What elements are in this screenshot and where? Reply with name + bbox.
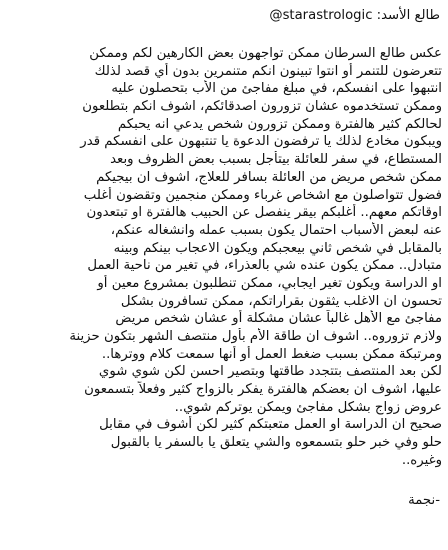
post-text-line: بالمقابل في شخص ثاني بيعجبكم ويكون الاعجاب بينكم وبينه [113, 240, 442, 256]
post-text-line: صحيح ان الدراسة او العمل متعبتكم كثير لكن أشوف في مقابل [99, 417, 442, 433]
account-handle-link[interactable]: @starastrologic [269, 8, 373, 23]
post-text-line: متبادل.. ممكن يكون عنده شي بالعذراء، في تغير من ناحية العمل [87, 258, 442, 274]
post-text-line: لحالكم كثير هالفترة وممكن تزورون شخص يدعي انه يحبكم [117, 116, 442, 132]
post-text-line: عليها، اشوف ان بعضكم هالفترة يفكر بالزواج كثير وفعلاً بتسمعون [84, 382, 442, 398]
post-text-line: ويبكون مخادع لذلك يا ترفضون الدعوة يا تنتبهون على انفسكم قدر [80, 134, 442, 150]
post-text-line: مفاجئ مع الأهل غالباً عشان مشكلة أو عشان شخص مريض [115, 311, 442, 327]
post-text-line: وممكن تستخدموه عشان تزورون اصدقائكم، اشوف انكم بتطلعون [82, 99, 442, 115]
post-text-line: او الدراسة ويكون تغير ايجابي، ممكن تنطلبون بمشروع معين أو [97, 275, 442, 291]
post-body [4, 45, 444, 470]
post-text-line: ممكن شخص مريض من العائلة بسافر للعلاج، اشوف ان بيجيكم [96, 169, 442, 185]
post-text-line: فضول تتواصلون مع اشخاص غرباء وممكن منجمين وتقضون أغلب [83, 187, 442, 203]
post-text-line: عكس طالع السرطان ممكن تواجهون بعض الكارهين لكم وممكن [89, 46, 442, 61]
post-text-line: اوقاتكم معهم.. أغلبكم بيقر ينفصل عن الحبيب هالفترة او تبتعدون [86, 205, 442, 221]
post-text-line: لكن بعد المنتصف بتتجدد طاقتها وبتصير احسن لكن شوي شوي [98, 364, 442, 380]
post-title: طالع الأسد: [376, 8, 440, 23]
post-text-line: وغيره.. [401, 452, 442, 468]
post-text-line: حلو وفي خبر حلو بتسمعوه والشي يتعلق يا بالسفر يا بالقبول [110, 435, 442, 451]
post-text-line: تتعرضون للتنمر أو انتوا تبينون انكم متنمرين بدون أي قصد لذلك [94, 63, 442, 79]
post-text-line: انتبهوا على انفسكم، في مبلغ مفاجئ من الأب بتحصلون عليه [111, 81, 442, 97]
post-text-line: تحسون ان الاغلب يثقون بقراراتكم، ممكن تسافرون بشكل [120, 293, 442, 309]
post-text-line: ولازم تزوروه.. اشوف ان طاقة الأم بأول منتصف الشهر بتكون حزينة [69, 329, 442, 344]
horoscope-post [4, 6, 444, 510]
post-signature: -نجمة [408, 492, 440, 508]
post-text-line: ومرتبكة ممكن بسبب ضغط العمل أو أنها سمعت كلام ووترها.. [101, 346, 442, 362]
post-text-line: المستطاع، في سفر للعائلة بيتأجل بسبب بعض الظروف وبعد [110, 152, 442, 168]
post-text-line: عنه لبعض الأسباب احتمال يكون بسبب عمله وانشغاله عنكم، [110, 222, 442, 238]
post-text-line: عروض زواج بشكل مفاجئ ويمكن يوتركم شوي.. [174, 399, 442, 415]
post-header [4, 6, 444, 26]
